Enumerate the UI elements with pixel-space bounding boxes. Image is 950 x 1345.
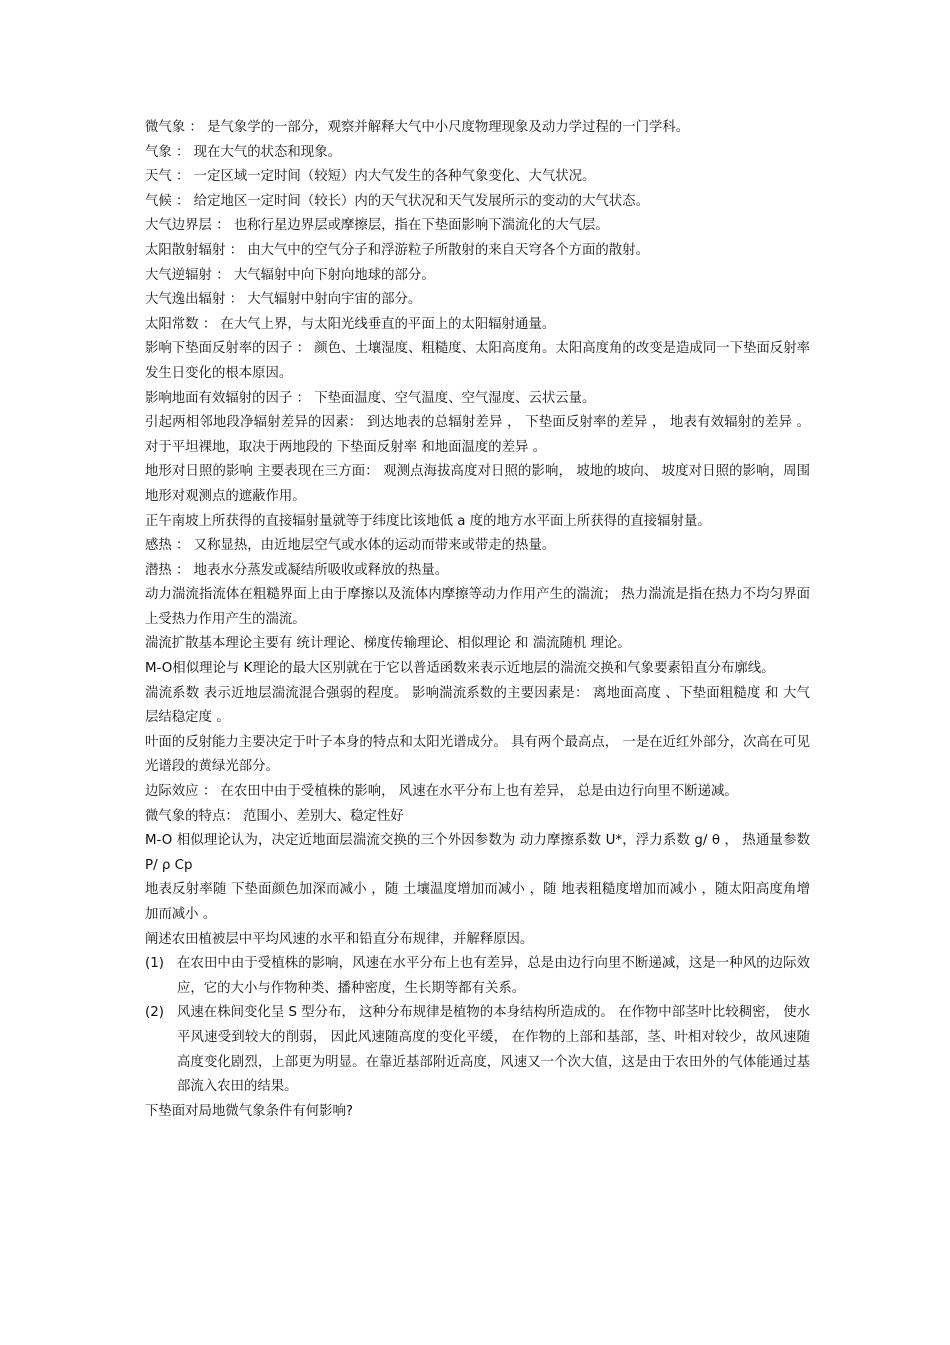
paragraph-meteorology: 气象 ： 现在大气的状态和现象。 (145, 144, 341, 160)
paragraph-diffuse-radiation: 太阳散射辐射 ： 由大气中的空气分子和浮游粒子所散射的来自天穹各个方面的散射。 (145, 242, 649, 258)
paragraph-question-wind: 阐述农田植被层中平均风速的水平和铅直分布规律，并解释原因。 (145, 931, 534, 947)
paragraph-mo-parameters: M-O 相似理论认为，决定近地面层湍流交换的三个外因参数为 动力摩擦系数 U*，浮力系数 g/ θ ， 热通量参数 P/ ρ Cp (145, 833, 810, 873)
paragraph-leaf-reflectance: 叶面的反射能力主要决定于叶子本身的特点和太阳光谱成分。 具有两个最高点， 一是在近红外部分，次高在可见光谱段的黄绿光部分。 (145, 734, 810, 775)
paragraph-solar-constant: 太阳常数 ： 在大气上界，与太阳光线垂直的平面上的太阳辐射通量。 (145, 316, 556, 332)
paragraph-turbulence-types: 动力湍流指流体在粗糙界面上由于摩擦以及流体内摩擦等动力作用产生的湍流； 热力湍流是指在热力不均匀界面上受热力作用产生的湍流。 (145, 587, 810, 627)
paragraph-mo-vs-k-theory: M-O相似理论与 K理论的最大区别就在于它以普适函数来表示近地层的湍流交换和气象要素铅直分布廓线。 (145, 661, 775, 677)
list-text: 在农田中由于受植株的影响，风速在水平分布上也有差异，总是由边行向里不断递减，这是一种风的边际效应，它的大小与作物种类、播种密度，生长期等都有关系。 (177, 956, 810, 996)
paragraph-sensible-heat: 感热 ： 又称显热，由近地层空气或水体的运动而带来或带走的热量。 (145, 538, 556, 554)
list-text: 风速在株间变化呈 S 型分布， 这种分布规律是植物的本身结构所造成的。 在作物中部茎叶比较稠密， 使水平风速受到较大的削弱， 因此风速随高度的变化平缓， 在作物的上部和基部，茎、叶相对较少，故风速随高度变化剧烈，上部更为明显。在靠近基部附近高度，风速又一个次大值，这是由于农田外的气体能通过基部流入农田的结果。 (177, 1005, 810, 1095)
list-item (145, 1001, 810, 1099)
paragraph-net-radiation-difference: 引起两相邻地段净辐射差异的因素： 到达地表的总辐射差异 ， 下垫面反射率的差异 ， 地表有效辐射的差异 。对于平坦裸地，取决于两地段的 下垫面反射率 和地面温度的差异 。 (145, 415, 810, 455)
paragraph-surface-albedo: 地表反射率随 下垫面颜色加深而减小 ，随 土壤温度增加而减小 ，随 地表粗糙度增加而减小 ，随太阳高度角增加而减小 。 (145, 882, 810, 922)
paragraph-question-underlying-surface: 下垫面对局地微气象条件有何影响? (145, 1103, 353, 1119)
list-number: (2) (145, 1005, 164, 1021)
list-number: (1) (145, 956, 164, 972)
paragraph-turbulence-coefficient: 湍流系数 表示近地层湍流混合强弱的程度。 影响湍流系数的主要因素是： 离地面高度 、下垫面粗糙度 和 大气层结稳定度 。 (145, 685, 810, 726)
document-body (145, 116, 810, 1124)
paragraph-micro-features: 微气象的特点： 范围小、差别大、稳定性好 (145, 808, 404, 824)
paragraph-effective-radiation-factors: 影响地面有效辐射的因子 ： 下垫面温度、空气温度、空气湿度、云状云量。 (145, 390, 596, 406)
paragraph-terrain-sunshine: 地形对日照的影响 主要表现在三方面： 观测点海拔高度对日照的影响， 坡地的坡向、 坡度对日照的影响，周围地形对观测点的遮蔽作用。 (145, 464, 810, 504)
paragraph-south-slope: 正午南坡上所获得的直接辐射量就等于纬度比该地低 a 度的地方水平面上所获得的直接辐射量。 (145, 513, 711, 529)
paragraph-counter-radiation: 大气逆辐射 ： 大气辐射中向下射向地球的部分。 (145, 267, 435, 283)
paragraph-micrometeorology: 微气象 ： 是气象学的一部分，观察并解释大气中小尺度物理现象及动力学过程的一门学科。 (145, 120, 690, 135)
paragraph-edge-effect: 边际效应 ： 在农田中由于受植株的影响， 风速在水平分布上也有差异， 总是由边行向里不断递减。 (145, 784, 738, 800)
paragraph-weather: 天气 ： 一定区域一定时间（较短）内大气发生的各种气象变化、大气状况。 (145, 169, 596, 185)
paragraph-latent-heat: 潜热 ： 地表水分蒸发或凝结所吸收或释放的热量。 (145, 562, 449, 578)
paragraph-climate: 气候 ： 给定地区一定时间（较长）内的天气状况和天气发展所示的变动的大气状态。 (145, 193, 649, 209)
paragraph-boundary-layer: 大气边界层 ： 也称行星边界层或摩擦层，指在下垫面影响下湍流化的大气层。 (145, 218, 609, 234)
paragraph-diffusion-theories: 湍流扩散基本理论主要有 统计理论、梯度传输理论、相似理论 和 湍流随机 理论。 (145, 636, 631, 652)
list-item (145, 952, 810, 1001)
paragraph-albedo-factors: 影响下垫面反射率的因子 ： 颜色、土壤湿度、粗糙度、太阳高度角。太阳高度角的改变是造成同一下垫面反射率发生日变化的根本原因。 (145, 341, 810, 381)
paragraph-outgoing-radiation: 大气逸出辐射 ： 大气辐射中射向宇宙的部分。 (145, 292, 422, 308)
